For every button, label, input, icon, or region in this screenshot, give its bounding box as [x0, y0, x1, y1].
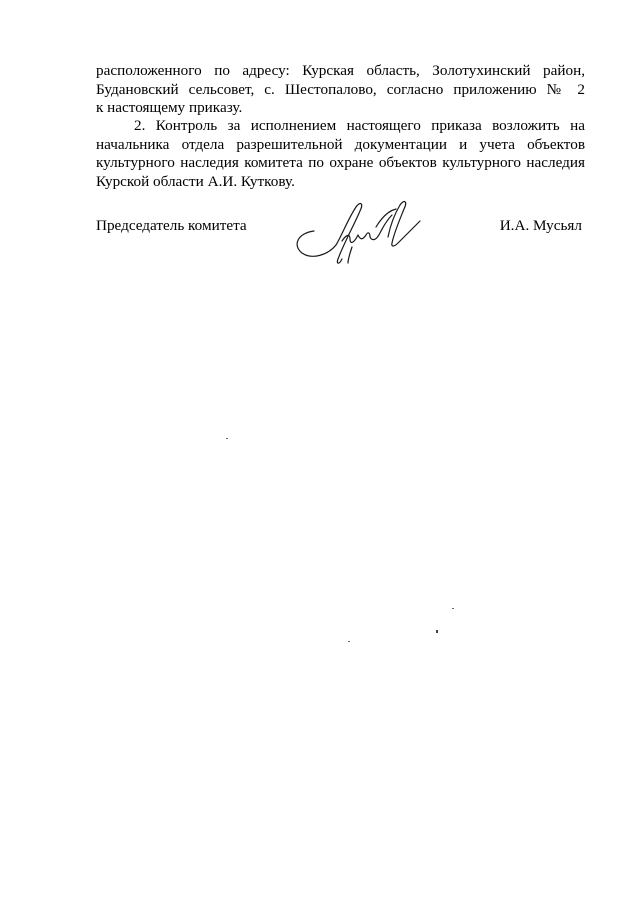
paragraph-control-clause	[96, 117, 585, 191]
paragraph-line: Будановский сельсовет, с. Шестопалово, согласно приложению № 2	[96, 80, 585, 98]
paragraph-line: Курской области А.И. Куткову.	[96, 172, 295, 190]
scan-speck	[226, 438, 228, 439]
paragraph-line: к настоящему приказу.	[96, 99, 243, 117]
paragraph-line: культурного наследия комитета по охране объектов культурного наследия	[96, 154, 585, 172]
scan-speck	[348, 641, 350, 642]
paragraph-continuation	[96, 62, 585, 118]
signatory-position: Председатель комитета	[96, 217, 247, 234]
scan-speck	[436, 630, 438, 633]
paragraph-line: 2. Контроль за исполнением настоящего приказа возложить на	[134, 117, 585, 134]
signatory-name: И.А. Мусьял	[499, 217, 582, 234]
handwritten-signature	[292, 197, 432, 267]
paragraph-line: расположенного по адресу: Курская область, Золотухинский район,	[96, 62, 585, 79]
scan-speck	[452, 608, 454, 609]
paragraph-line: начальника отдела разрешительной документации и учета объектов	[96, 135, 585, 153]
